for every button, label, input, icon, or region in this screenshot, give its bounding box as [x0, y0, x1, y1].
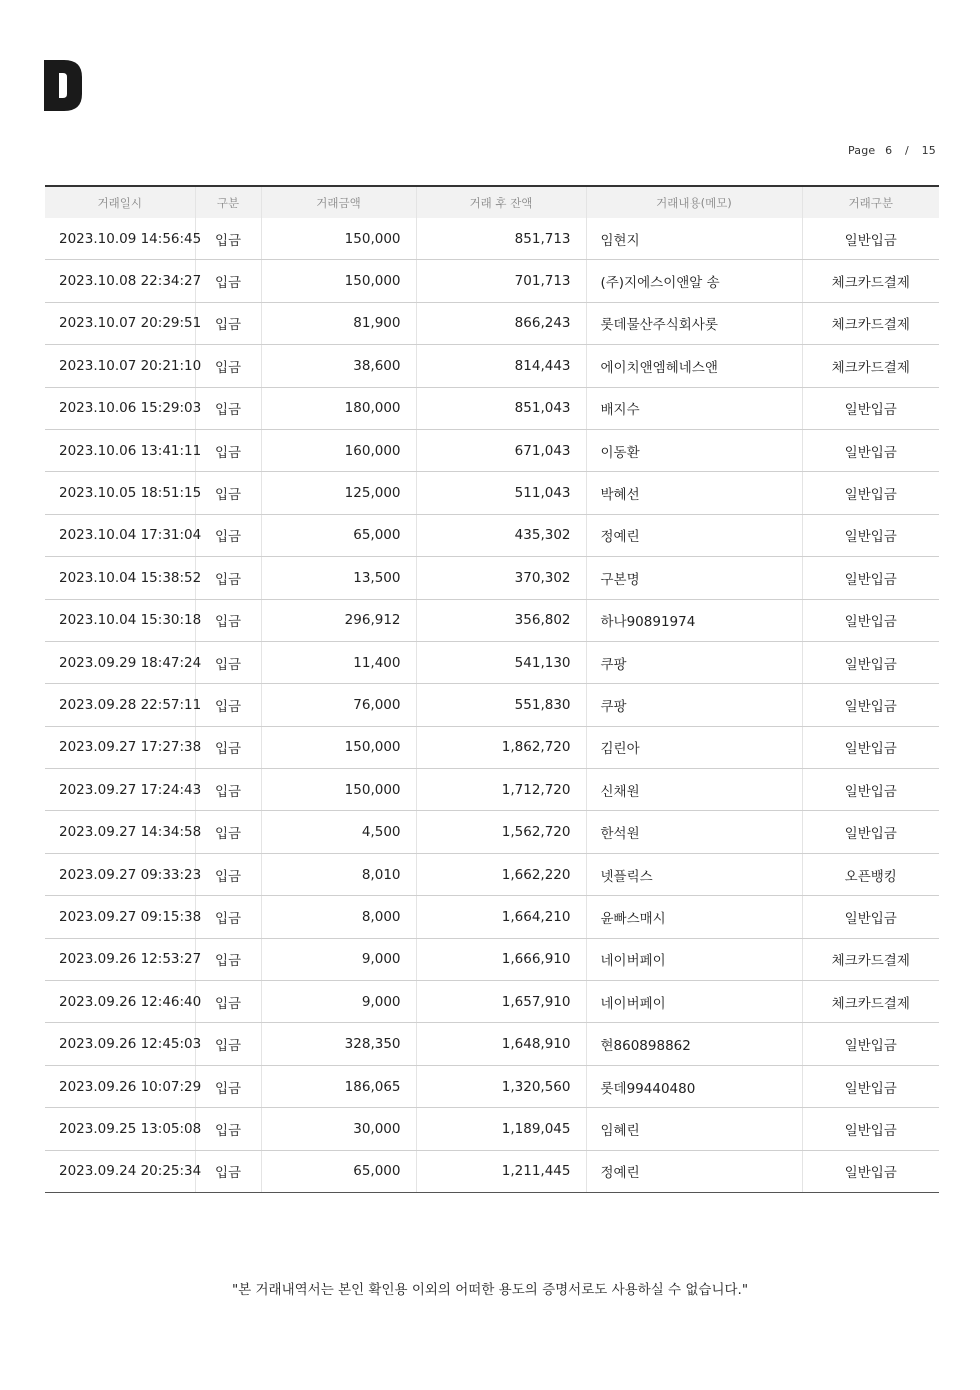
cell-datetime: 2023.10.09 14:56:45 [45, 218, 195, 260]
cell-datetime: 2023.09.26 10:07:29 [45, 1065, 195, 1107]
cell-amount: 76,000 [261, 684, 416, 726]
cell-category: 체크카드결제 [802, 981, 939, 1023]
cell-amount: 8,010 [261, 853, 416, 895]
cell-datetime: 2023.10.05 18:51:15 [45, 472, 195, 514]
cell-type: 입금 [195, 853, 261, 895]
cell-type: 입금 [195, 218, 261, 260]
cell-amount: 38,600 [261, 345, 416, 387]
table-row [45, 981, 939, 1023]
table-row [45, 684, 939, 726]
cell-amount: 13,500 [261, 557, 416, 599]
cell-datetime: 2023.10.04 17:31:04 [45, 514, 195, 556]
cell-memo: 이동환 [586, 429, 802, 471]
cell-type: 입금 [195, 1065, 261, 1107]
cell-balance: 1,648,910 [416, 1023, 586, 1065]
cell-balance: 370,302 [416, 557, 586, 599]
header-category: 거래구분 [802, 186, 939, 218]
cell-balance: 1,662,220 [416, 853, 586, 895]
cell-type: 입금 [195, 302, 261, 344]
cell-amount: 150,000 [261, 769, 416, 811]
table-row [45, 472, 939, 514]
cell-type: 입금 [195, 811, 261, 853]
table-row [45, 514, 939, 556]
page-label: Page [847, 144, 876, 157]
cell-memo: 넷플릭스 [586, 853, 802, 895]
cell-category: 일반입금 [802, 387, 939, 429]
cell-type: 입금 [195, 769, 261, 811]
table-row [45, 811, 939, 853]
cell-balance: 851,713 [416, 218, 586, 260]
header-amount: 거래금액 [261, 186, 416, 218]
cell-type: 입금 [195, 429, 261, 471]
cell-category: 일반입금 [802, 1150, 939, 1192]
header-row [45, 186, 939, 218]
cell-balance: 356,802 [416, 599, 586, 641]
cell-datetime: 2023.10.06 13:41:11 [45, 429, 195, 471]
cell-memo: 정예린 [586, 1150, 802, 1192]
cell-type: 입금 [195, 345, 261, 387]
cell-amount: 180,000 [261, 387, 416, 429]
cell-datetime: 2023.09.26 12:53:27 [45, 938, 195, 980]
cell-type: 입금 [195, 472, 261, 514]
table-row [45, 769, 939, 811]
cell-memo: 정예린 [586, 514, 802, 556]
cell-balance: 1,320,560 [416, 1065, 586, 1107]
cell-balance: 435,302 [416, 514, 586, 556]
table-row [45, 726, 939, 768]
header-datetime: 거래일시 [45, 186, 195, 218]
cell-balance: 701,713 [416, 260, 586, 302]
cell-memo: 하나90891974 [586, 599, 802, 641]
cell-balance: 1,862,720 [416, 726, 586, 768]
footer-disclaimer: "본 거래내역서는 본인 확인용 이외의 어떠한 용도의 증명서로도 사용하실 수 없습니다." [231, 1282, 749, 1298]
header-memo: 거래내용(메모) [586, 186, 802, 218]
cell-datetime: 2023.09.26 12:46:40 [45, 981, 195, 1023]
cell-datetime: 2023.09.24 20:25:34 [45, 1150, 195, 1192]
cell-type: 입금 [195, 1023, 261, 1065]
cell-datetime: 2023.10.04 15:38:52 [45, 557, 195, 599]
cell-amount: 150,000 [261, 218, 416, 260]
cell-category: 오픈뱅킹 [802, 853, 939, 895]
cell-category: 일반입금 [802, 896, 939, 938]
cell-amount: 160,000 [261, 429, 416, 471]
cell-category: 일반입금 [802, 599, 939, 641]
table-body [45, 218, 939, 1192]
table-row [45, 302, 939, 344]
cell-datetime: 2023.10.07 20:21:10 [45, 345, 195, 387]
cell-memo: 윤빠스매시 [586, 896, 802, 938]
cell-amount: 150,000 [261, 726, 416, 768]
page-indicator [848, 144, 936, 157]
table-row [45, 1023, 939, 1065]
cell-memo: 박혜선 [586, 472, 802, 514]
cell-memo: 신채원 [586, 769, 802, 811]
cell-balance: 814,443 [416, 345, 586, 387]
table-row [45, 429, 939, 471]
cell-memo: 네이버페이 [586, 981, 802, 1023]
cell-type: 입금 [195, 641, 261, 683]
table-row [45, 641, 939, 683]
cell-type: 입금 [195, 387, 261, 429]
table-header [45, 186, 939, 218]
cell-amount: 8,000 [261, 896, 416, 938]
cell-balance: 1,562,720 [416, 811, 586, 853]
cell-memo: 롯데물산주식회사롯 [586, 302, 802, 344]
cell-type: 입금 [195, 557, 261, 599]
cell-category: 일반입금 [802, 769, 939, 811]
cell-category: 일반입금 [802, 641, 939, 683]
cell-datetime: 2023.09.27 17:24:43 [45, 769, 195, 811]
cell-datetime: 2023.09.28 22:57:11 [45, 684, 195, 726]
cell-memo: 임현지 [586, 218, 802, 260]
cell-category: 일반입금 [802, 811, 939, 853]
cell-balance: 1,211,445 [416, 1150, 586, 1192]
cell-type: 입금 [195, 981, 261, 1023]
cell-amount: 296,912 [261, 599, 416, 641]
cell-memo: 에이치앤엠헤네스앤 [586, 345, 802, 387]
cell-category: 일반입금 [802, 1065, 939, 1107]
cell-balance: 1,657,910 [416, 981, 586, 1023]
table-row [45, 938, 939, 980]
cell-memo: 김린아 [586, 726, 802, 768]
cell-balance: 511,043 [416, 472, 586, 514]
cell-amount: 328,350 [261, 1023, 416, 1065]
cell-balance: 541,130 [416, 641, 586, 683]
cell-datetime: 2023.09.27 14:34:58 [45, 811, 195, 853]
cell-type: 입금 [195, 514, 261, 556]
cell-datetime: 2023.09.29 18:47:24 [45, 641, 195, 683]
page-current: 6 [885, 144, 893, 157]
cell-datetime: 2023.09.27 09:15:38 [45, 896, 195, 938]
cell-balance: 671,043 [416, 429, 586, 471]
page-total: 15 [921, 144, 936, 157]
cell-amount: 65,000 [261, 514, 416, 556]
cell-category: 일반입금 [802, 472, 939, 514]
cell-balance: 1,712,720 [416, 769, 586, 811]
cell-memo: 쿠팡 [586, 641, 802, 683]
cell-datetime: 2023.10.06 15:29:03 [45, 387, 195, 429]
table-row [45, 557, 939, 599]
cell-datetime: 2023.09.27 09:33:23 [45, 853, 195, 895]
cell-memo: (주)지에스이앤알 송 [586, 260, 802, 302]
page-separator: / [904, 144, 909, 157]
cell-category: 일반입금 [802, 726, 939, 768]
cell-type: 입금 [195, 1150, 261, 1192]
cell-memo: 임혜린 [586, 1108, 802, 1150]
cell-type: 입금 [195, 938, 261, 980]
brand-logo-icon [44, 60, 82, 111]
table-row [45, 896, 939, 938]
cell-memo: 구본명 [586, 557, 802, 599]
cell-amount: 11,400 [261, 641, 416, 683]
table-row [45, 599, 939, 641]
cell-memo: 배지수 [586, 387, 802, 429]
header-balance: 거래 후 잔액 [416, 186, 586, 218]
table-row [45, 218, 939, 260]
table-row [45, 1150, 939, 1192]
cell-amount: 81,900 [261, 302, 416, 344]
cell-category: 일반입금 [802, 514, 939, 556]
cell-balance: 851,043 [416, 387, 586, 429]
cell-category: 일반입금 [802, 684, 939, 726]
cell-category: 체크카드결제 [802, 302, 939, 344]
cell-memo: 롯데99440480 [586, 1065, 802, 1107]
header-type: 구분 [195, 186, 261, 218]
cell-datetime: 2023.10.04 15:30:18 [45, 599, 195, 641]
cell-amount: 65,000 [261, 1150, 416, 1192]
logo-shape [44, 60, 82, 111]
cell-amount: 9,000 [261, 981, 416, 1023]
cell-type: 입금 [195, 1108, 261, 1150]
table-row [45, 387, 939, 429]
cell-category: 일반입금 [802, 1023, 939, 1065]
table-row [45, 1108, 939, 1150]
cell-amount: 4,500 [261, 811, 416, 853]
cell-amount: 150,000 [261, 260, 416, 302]
table-row [45, 1065, 939, 1107]
cell-type: 입금 [195, 726, 261, 768]
cell-balance: 1,666,910 [416, 938, 586, 980]
cell-datetime: 2023.10.07 20:29:51 [45, 302, 195, 344]
cell-memo: 쿠팡 [586, 684, 802, 726]
transaction-table [45, 185, 939, 1193]
cell-datetime: 2023.09.27 17:27:38 [45, 726, 195, 768]
cell-type: 입금 [195, 896, 261, 938]
cell-datetime: 2023.09.25 13:05:08 [45, 1108, 195, 1150]
cell-balance: 1,189,045 [416, 1108, 586, 1150]
cell-balance: 1,664,210 [416, 896, 586, 938]
table-row [45, 345, 939, 387]
cell-type: 입금 [195, 684, 261, 726]
cell-amount: 9,000 [261, 938, 416, 980]
cell-amount: 186,065 [261, 1065, 416, 1107]
cell-category: 일반입금 [802, 557, 939, 599]
cell-category: 체크카드결제 [802, 345, 939, 387]
cell-memo: 현860898862 [586, 1023, 802, 1065]
cell-category: 체크카드결제 [802, 260, 939, 302]
cell-datetime: 2023.09.26 12:45:03 [45, 1023, 195, 1065]
table-row [45, 853, 939, 895]
cell-category: 일반입금 [802, 1108, 939, 1150]
cell-balance: 866,243 [416, 302, 586, 344]
cell-memo: 네이버페이 [586, 938, 802, 980]
cell-category: 일반입금 [802, 218, 939, 260]
cell-type: 입금 [195, 260, 261, 302]
cell-type: 입금 [195, 599, 261, 641]
cell-category: 일반입금 [802, 429, 939, 471]
cell-amount: 125,000 [261, 472, 416, 514]
cell-category: 체크카드결제 [802, 938, 939, 980]
cell-datetime: 2023.10.08 22:34:27 [45, 260, 195, 302]
cell-balance: 551,830 [416, 684, 586, 726]
cell-amount: 30,000 [261, 1108, 416, 1150]
table-row [45, 260, 939, 302]
cell-memo: 한석원 [586, 811, 802, 853]
